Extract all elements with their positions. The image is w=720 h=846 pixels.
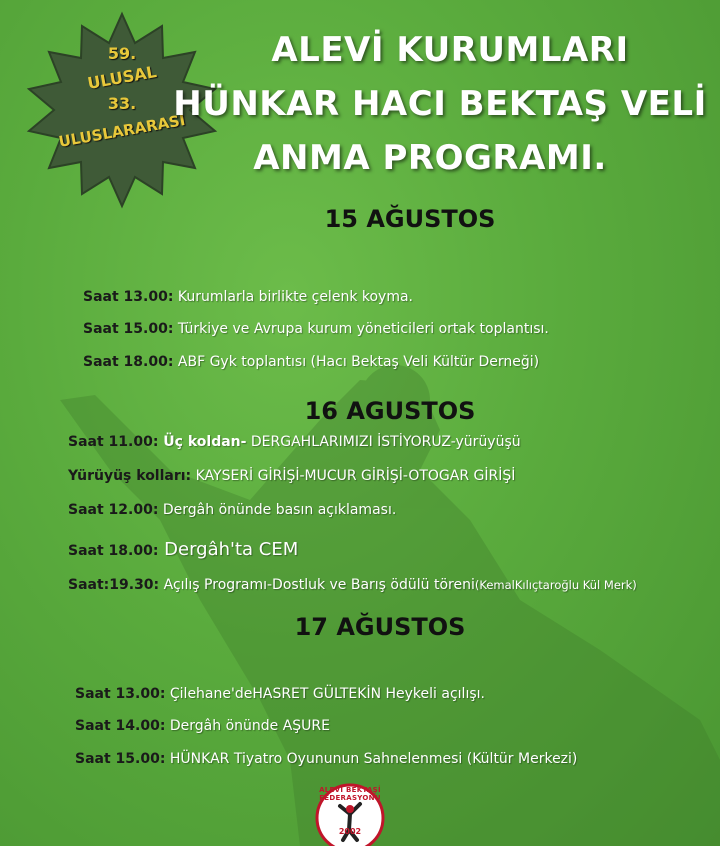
schedule-item <box>75 686 485 702</box>
schedule-text-bold: Üç koldan- <box>158 434 247 450</box>
schedule-item <box>75 718 330 734</box>
day-heading-15-august: 15 AĞUSTOS <box>324 205 496 233</box>
schedule-time: Saat 18.00: <box>68 543 159 559</box>
schedule-time: Saat 12.00: <box>68 502 159 518</box>
badge-edition-international-number: 33. <box>107 94 137 113</box>
schedule-item <box>68 502 396 518</box>
schedule-time: Saat 18.00: <box>83 354 174 370</box>
schedule-text: KAYSERİ GİRİŞİ-MUCUR GİRİŞİ-OTOGAR GİRİŞİ <box>191 468 516 484</box>
schedule-text: Çilehane'deHASRET GÜLTEKİN Heykeli açılışı. <box>165 686 485 702</box>
schedule-text: Dergâh önünde basın açıklaması. <box>158 502 397 518</box>
title-line-3: ANMA PROGRAMI. <box>253 138 607 178</box>
schedule-text: DERGAHLARIMIZI İSTİYORUZ-yürüyüşü <box>246 434 521 450</box>
schedule-text: HÜNKAR Tiyatro Oyununun Sahnelenmesi (Kültür Merkezi) <box>165 751 578 767</box>
schedule-time: Saat 13.00: <box>83 289 174 305</box>
badge-national-label: ULUSAL <box>86 62 158 93</box>
schedule-time: Saat 14.00: <box>75 718 166 734</box>
logo-name: ALEVİ BEKTAŞİ FEDERASYONU <box>319 786 381 802</box>
day-heading-16-august: 16 AGUSTOS <box>304 397 476 425</box>
schedule-text-venue: (KemalKılıçtaroğlu Kül Merk) <box>474 578 637 592</box>
day-heading-17-august: 17 AĞUSTOS <box>294 613 466 641</box>
schedule-text: ABF Gyk toplantısı (Hacı Bektaş Veli Kültür Derneği) <box>173 354 540 370</box>
logo-year: 2002 <box>338 827 362 836</box>
schedule-item <box>68 468 515 484</box>
schedule-time: Saat 15.00: <box>75 751 166 767</box>
schedule-text: Türkiye ve Avrupa kurum yöneticileri ortak toplantısı. <box>173 321 549 337</box>
schedule-item <box>83 289 413 305</box>
schedule-text: Dergâh'ta CEM <box>158 539 299 560</box>
badge-edition-national-number: 59. <box>107 44 137 63</box>
schedule-time: Yürüyüş kolları: <box>68 468 192 484</box>
schedule-text: Kurumlarla birlikte çelenk koyma. <box>173 289 413 305</box>
schedule-item <box>68 434 521 450</box>
title-line-2: HÜNKAR HACI BEKTAŞ VELİ <box>173 84 707 124</box>
badge-international-label: ULUSLARARASI <box>57 111 187 151</box>
schedule-time: Saat 13.00: <box>75 686 166 702</box>
schedule-item <box>75 751 577 767</box>
schedule-text: Dergâh önünde AŞURE <box>165 718 330 734</box>
schedule-time: Saat 15.00: <box>83 321 174 337</box>
schedule-item <box>83 354 539 370</box>
title-line-1: ALEVİ KURUMLARI <box>271 30 629 70</box>
schedule-text: Açılış Programı-Dostluk ve Barış ödülü töreni <box>159 577 475 593</box>
schedule-time: Saat 11.00: <box>68 434 159 450</box>
schedule-item <box>68 539 298 560</box>
schedule-item <box>83 321 549 337</box>
schedule-item <box>68 577 637 593</box>
schedule-time: Saat:19.30: <box>68 577 160 593</box>
